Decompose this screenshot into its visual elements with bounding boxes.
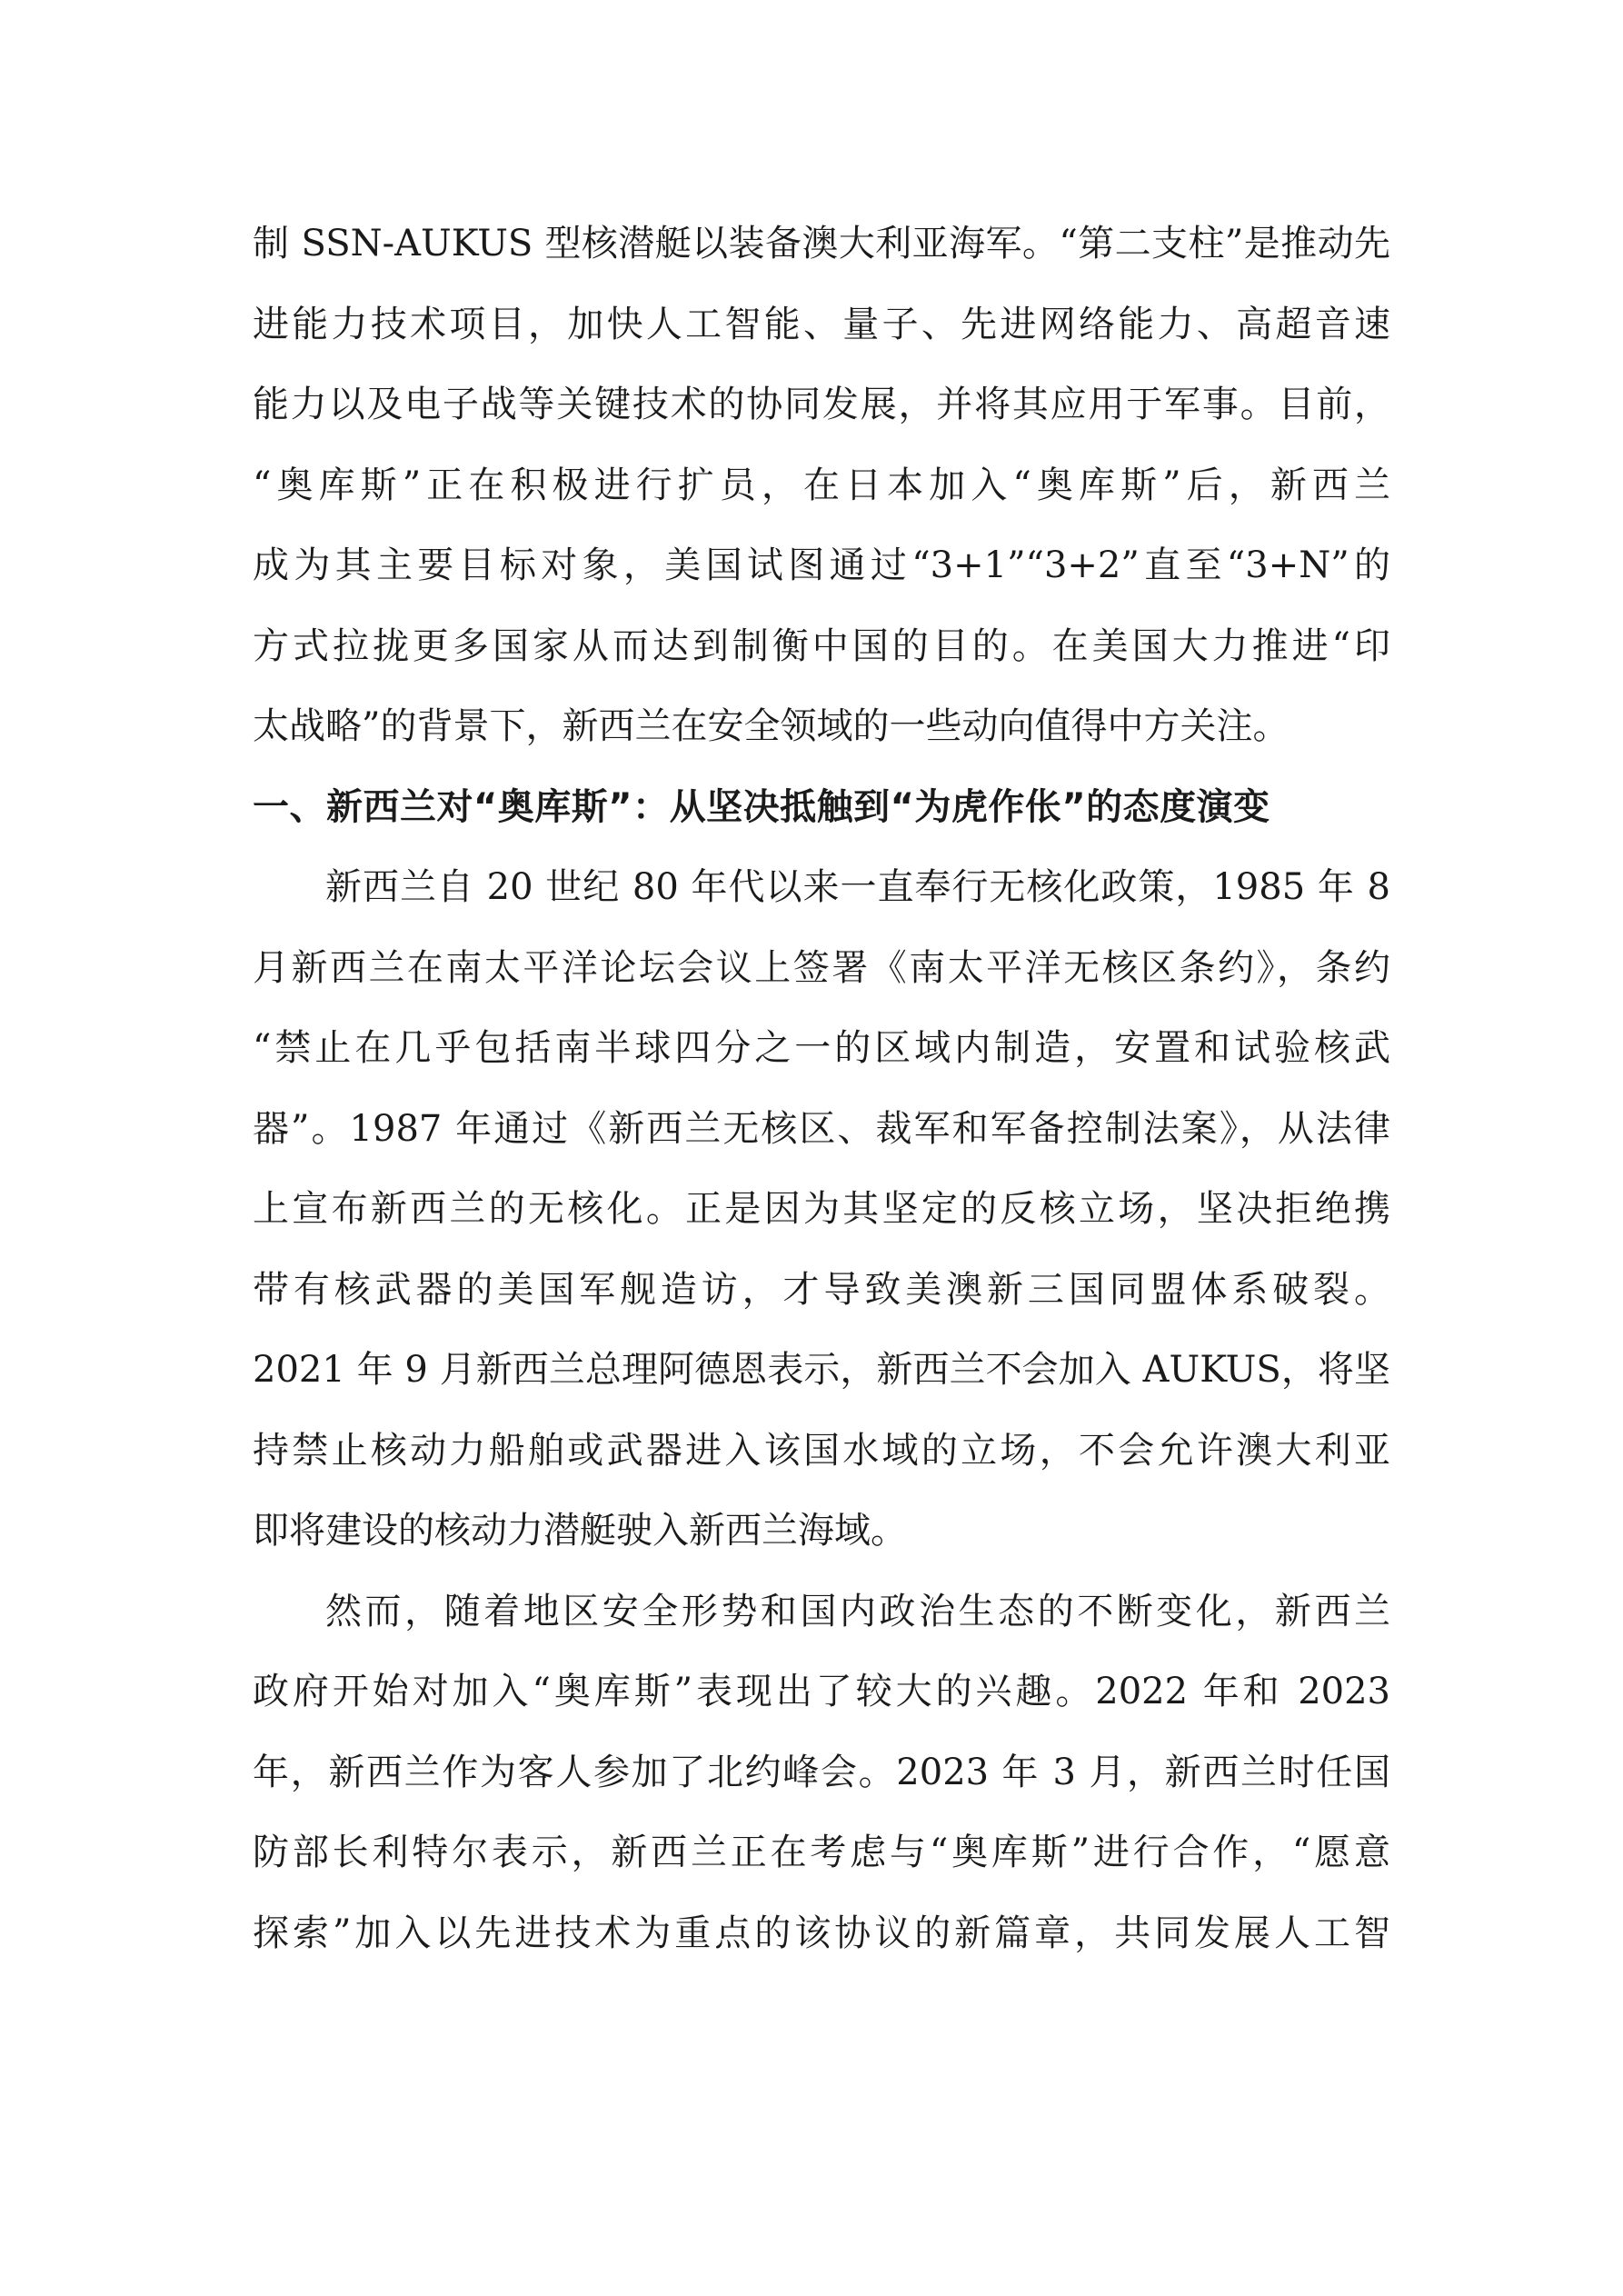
body-line: 年，新西兰作为客人参加了北约峰会。2023 年 3 月，新西兰时任国 bbox=[253, 1751, 1390, 1793]
body-line: 制 SSN-AUKUS 型核潜艇以装备澳大利亚海军。“第二支柱”是推动先 bbox=[253, 223, 1390, 265]
section-heading: 一、新西兰对“奥库斯”：从坚决抵触到“为虎作伥”的态度演变 bbox=[253, 785, 1270, 828]
body-line: 能力以及电子战等关键技术的协同发展，并将其应用于军事。目前， bbox=[253, 384, 1390, 425]
body-line: 探索”加入以先进技术为重点的该协议的新篇章，共同发展人工智 bbox=[253, 1912, 1390, 1954]
body-line: 即将建设的核动力潜艇驶入新西兰海域。 bbox=[253, 1510, 907, 1552]
body-line: 器”。1987 年通过《新西兰无核区、裁军和军备控制法案》，从法律 bbox=[253, 1107, 1390, 1150]
body-line: “奥库斯”正在积极进行扩员，在日本加入“奥库斯”后，新西兰 bbox=[253, 464, 1390, 506]
body-line: 2021 年 9 月新西兰总理阿德恩表示，新西兰不会加入 AUKUS，将坚 bbox=[253, 1349, 1390, 1391]
body-line: 防部长利特尔表示，新西兰正在考虑与“奥库斯”进行合作，“愿意 bbox=[253, 1832, 1390, 1873]
body-line: 成为其主要目标对象，美国试图通过“3+1”“3+2”直至“3+N”的 bbox=[253, 544, 1390, 586]
body-line: 政府开始对加入“奥库斯”表现出了较大的兴趣。2022 年和 2023 bbox=[253, 1671, 1390, 1712]
body-line: 新西兰自 20 世纪 80 年代以来一直奉行无核化政策，1985 年 8 bbox=[325, 866, 1390, 908]
body-line: 然而，随着地区安全形势和国内政治生态的不断变化，新西兰 bbox=[325, 1590, 1390, 1632]
body-line: “禁止在几乎包括南半球四分之一的区域内制造，安置和试验核武 bbox=[253, 1027, 1390, 1069]
body-line: 太战略”的背景下，新西兰在安全领域的一些动向值得中方关注。 bbox=[253, 705, 1289, 747]
body-line: 进能力技术项目，加快人工智能、量子、先进网络能力、高超音速 bbox=[253, 303, 1390, 345]
body-line: 方式拉拢更多国家从而达到制衡中国的目的。在美国大力推进“印 bbox=[253, 624, 1390, 667]
document-body bbox=[253, 215, 1390, 1984]
body-line: 月新西兰在南太平洋论坛会议上签署《南太平洋无核区条约》，条约 bbox=[253, 946, 1390, 989]
body-line: 上宣布新西兰的无核化。正是因为其坚定的反核立场，坚决拒绝携 bbox=[253, 1188, 1390, 1230]
body-line: 带有核武器的美国军舰造访，才导致美澳新三国同盟体系破裂。 bbox=[253, 1268, 1390, 1311]
body-line: 持禁止核动力船舶或武器进入该国水域的立场，不会允许澳大利亚 bbox=[253, 1429, 1390, 1472]
